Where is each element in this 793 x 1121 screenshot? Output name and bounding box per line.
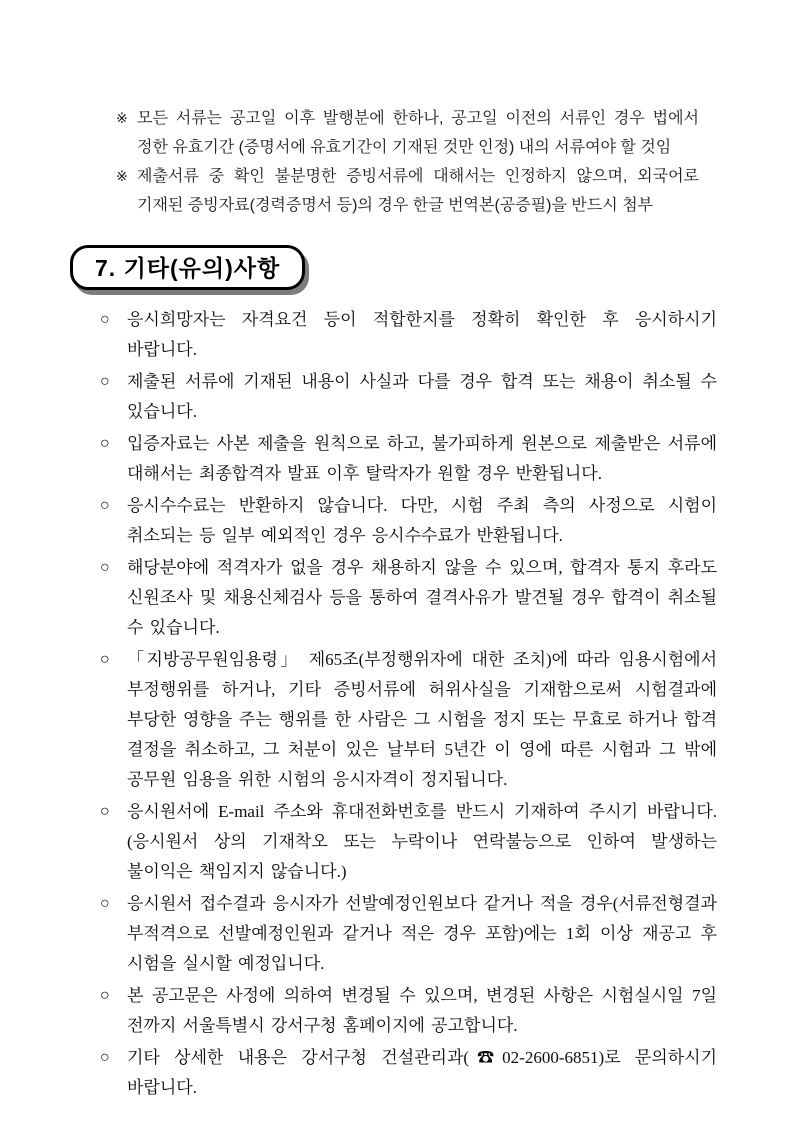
notice-item: [100, 981, 717, 1041]
notice-item-text: 본 공고문은 사정에 의하여 변경될 수 있으며, 변경된 사항은 시험실시일 7일 전까지 서울특별시 강서구청 홈페이지에 공고합니다.: [127, 986, 717, 1035]
note-text: 모든 서류는 공고일 이후 발행분에 한하나, 공고일 이전의 서류인 경우 법에서 정한 유효기간 (증명서에 유효기간이 기재된 것만 인정) 내의 서류여야 할 것임: [137, 110, 699, 156]
circle-bullet-icon: ○: [100, 311, 110, 328]
preliminary-note: [116, 162, 699, 220]
circle-bullet-icon: ○: [100, 1049, 110, 1066]
notice-item: [100, 367, 717, 427]
circle-bullet-icon: ○: [100, 803, 110, 820]
notice-item: [100, 1043, 717, 1103]
notice-item-list: [100, 305, 717, 1103]
section-title: 7. 기타(유의)사항: [95, 255, 281, 281]
notice-item-text: 제출된 서류에 기재된 내용이 사실과 다를 경우 합격 또는 채용이 취소될 수 있습니다.: [127, 372, 717, 421]
circle-bullet-icon: ○: [100, 987, 110, 1004]
circle-bullet-icon: ○: [100, 497, 110, 514]
circle-bullet-icon: ○: [100, 373, 110, 390]
notice-item-text: 응시원서 접수결과 응시자가 선발예정인원보다 같거나 적을 경우(서류전형결과 부적격으로 선발예정인원과 같거나 적은 경우 포함)에는 1회 이상 재공고 후 시험을 실시할 예정입니다.: [127, 894, 717, 973]
note-text: 제출서류 중 확인 불분명한 증빙서류에 대해서는 인정하지 않으며, 외국어로 기재된 증빙자료(경력증명서 등)의 경우 한글 번역본(공증필)을 반드시 첨부: [137, 168, 699, 214]
preliminary-note: [116, 104, 699, 162]
notice-item-text: 기타 상세한 내용은 강서구청 건설관리과(☎02-2600-6851)로 문의하시기 바랍니다.: [127, 1048, 717, 1097]
notice-item: [100, 553, 717, 643]
circle-bullet-icon: ○: [100, 435, 110, 452]
notice-item: [100, 645, 717, 795]
notice-item-text: 「지방공무원임용령」 제65조(부정행위자에 대한 조치)에 따라 임용시험에서 부정행위를 하거나, 기타 증빙서류에 허위사실을 기재함으로써 시험결과에 부당한 영향을 주는 행위를 한 사람은 그 시험을 정지 또는 무효로 하거나 합격 결정을 취소하고, 그 처분이 있은 날부터 5년간 이 영에 따른 시험과 그 밖에 공무원 임용을 위한 시험의 응시자격이 정지됩니다.: [127, 650, 717, 789]
notice-item: [100, 305, 717, 365]
notice-item: [100, 491, 717, 551]
preliminary-notes: [116, 104, 699, 220]
circle-bullet-icon: ○: [100, 895, 110, 912]
notice-item: [100, 797, 717, 887]
notice-item: [100, 889, 717, 979]
circle-bullet-icon: ○: [100, 559, 110, 576]
section-header-box: [70, 245, 305, 290]
notice-item-text: 해당분야에 적격자가 없을 경우 채용하지 않을 수 있으며, 합격자 통지 후라도 신원조사 및 채용신체검사 등을 통하여 결격사유가 발견될 경우 합격이 취소될 수 있습니다.: [127, 558, 717, 637]
notice-item: [100, 429, 717, 489]
reference-mark-icon: ※: [116, 110, 128, 126]
notice-item-text: 입증자료는 사본 제출을 원칙으로 하고, 불가피하게 원본으로 제출받은 서류에 대해서는 최종합격자 발표 이후 탈락자가 원할 경우 반환됩니다.: [127, 434, 717, 483]
notice-item-text: 응시원서에 E-mail 주소와 휴대전화번호를 반드시 기재하여 주시기 바랍니다. (응시원서 상의 기재착오 또는 누락이나 연락불능으로 인하여 발생하는 불이익은 책임지지 않습니다.): [127, 802, 717, 881]
circle-bullet-icon: ○: [100, 651, 110, 668]
reference-mark-icon: ※: [116, 168, 128, 184]
notice-item-text: 응시희망자는 자격요건 등이 적합한지를 정확히 확인한 후 응시하시기 바랍니다.: [127, 310, 717, 359]
notice-item-text: 응시수수료는 반환하지 않습니다. 다만, 시험 주최 측의 사정으로 시험이 취소되는 등 일부 예외적인 경우 응시수수료가 반환됩니다.: [127, 496, 717, 545]
